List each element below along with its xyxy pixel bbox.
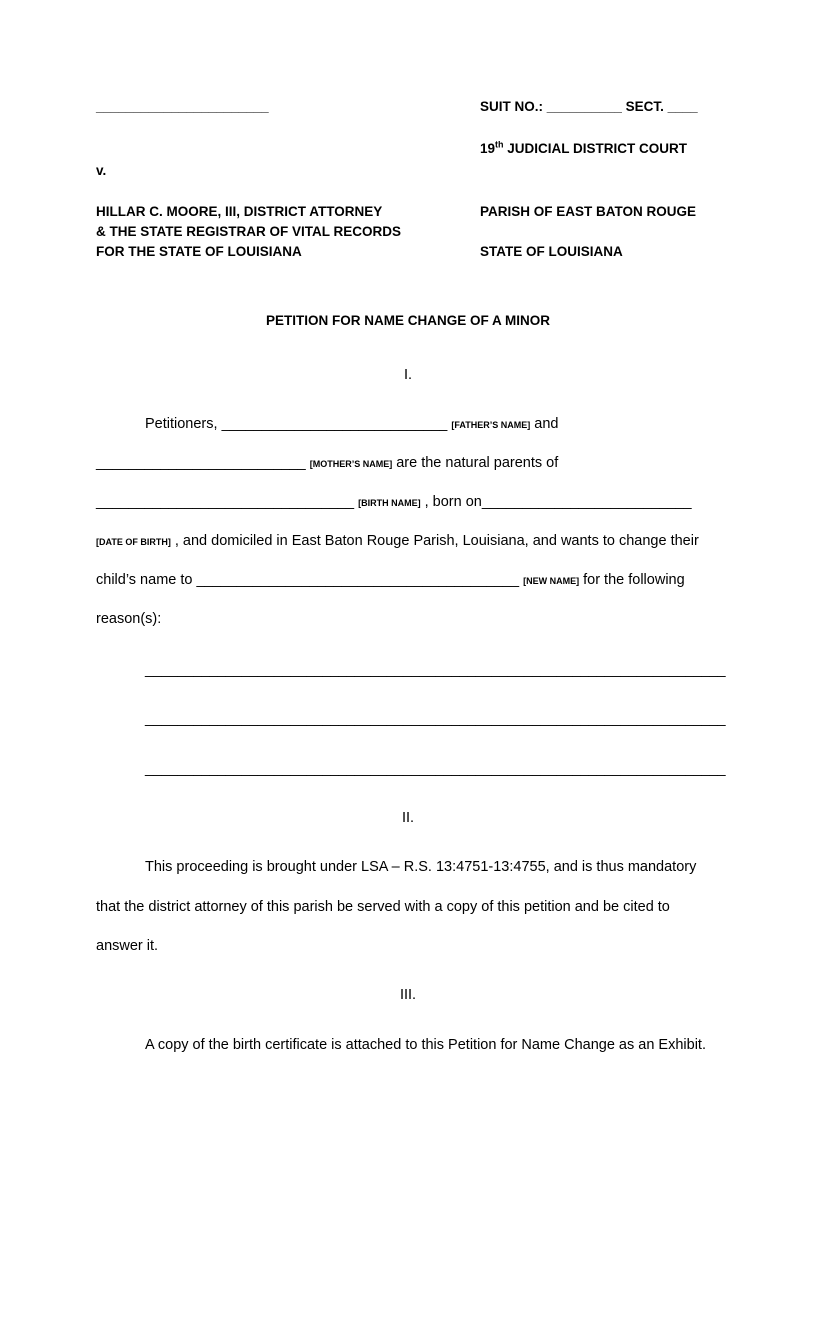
petition-line-5 — [96, 572, 685, 588]
new-name-tag: [NEW NAME] — [523, 576, 580, 586]
versus-label: v. — [96, 163, 107, 178]
petition-line-5-end: for the following — [579, 572, 685, 588]
date-of-birth-tag: [DATE OF BIRTH] — [96, 537, 171, 547]
section-2-numeral: II. — [401, 810, 415, 826]
petition-line-3 — [96, 494, 692, 510]
fathers-name-tag: [FATHER’S NAME] — [451, 420, 531, 430]
section-1-numeral: I. — [403, 367, 413, 383]
defendant-line-1: HILLAR C. MOORE, III, DISTRICT ATTORNEY — [96, 204, 383, 219]
suit-number-label: SUIT NO.: __________ SECT. ____ — [480, 99, 698, 114]
petition-line-2 — [96, 455, 558, 471]
court-name — [480, 139, 687, 159]
birth-name-blank: ________________________________ — [96, 494, 359, 510]
petition-line-1-end: and — [530, 416, 559, 432]
defendant-line-3: FOR THE STATE OF LOUISIANA — [96, 244, 302, 259]
section-3-numeral: III. — [399, 987, 417, 1003]
section-2-line-2: that the district attorney of this parish be served with a copy of this petition and be cited to — [96, 899, 670, 915]
state-label: STATE OF LOUISIANA — [480, 244, 623, 259]
court-number: 19 — [480, 141, 496, 156]
mothers-name-blank: __________________________ — [96, 455, 310, 471]
mothers-name-tag: [MOTHER’S NAME] — [309, 459, 393, 469]
born-on-blank: , born on__________________________ — [420, 494, 692, 510]
reason-line-2: ________________________________________________________________________ — [145, 711, 726, 727]
section-2-line-1: This proceeding is brought under LSA – R.S. 13:4751-13:4755, and is thus mandatory — [145, 859, 697, 875]
section-3-line-1: A copy of the birth certificate is attached to this Petition for Name Change as an Exhibit. — [145, 1037, 706, 1053]
reasons-label: reason(s): — [96, 611, 162, 627]
court-ordinal: th — [495, 139, 504, 150]
section-2-line-3: answer it. — [96, 938, 159, 954]
domicile-text: , and domiciled in East Baton Rouge Parish, Louisiana, and wants to change their — [170, 533, 699, 549]
petition-line-1 — [145, 416, 558, 432]
petition-line-2-end: are the natural parents of — [392, 455, 559, 471]
reason-line-1: ________________________________________________________________________ — [145, 662, 726, 678]
parish-label: PARISH OF EAST BATON ROUGE — [480, 204, 697, 219]
court-name-rest: JUDICIAL DISTRICT COURT — [503, 141, 688, 156]
plaintiff-blank: _______________________ — [96, 99, 269, 114]
defendant-line-2: & THE STATE REGISTRAR OF VITAL RECORDS — [96, 224, 402, 239]
fathers-name-blank: Petitioners, ____________________________ — [145, 416, 452, 432]
petition-line-4 — [96, 533, 699, 549]
document-title: PETITION FOR NAME CHANGE OF A MINOR — [266, 313, 550, 328]
reason-line-3: ________________________________________________________________________ — [145, 761, 726, 777]
new-name-blank: child’s name to ________________________________________ — [96, 572, 524, 588]
birth-name-tag: [BIRTH NAME] — [358, 498, 421, 508]
